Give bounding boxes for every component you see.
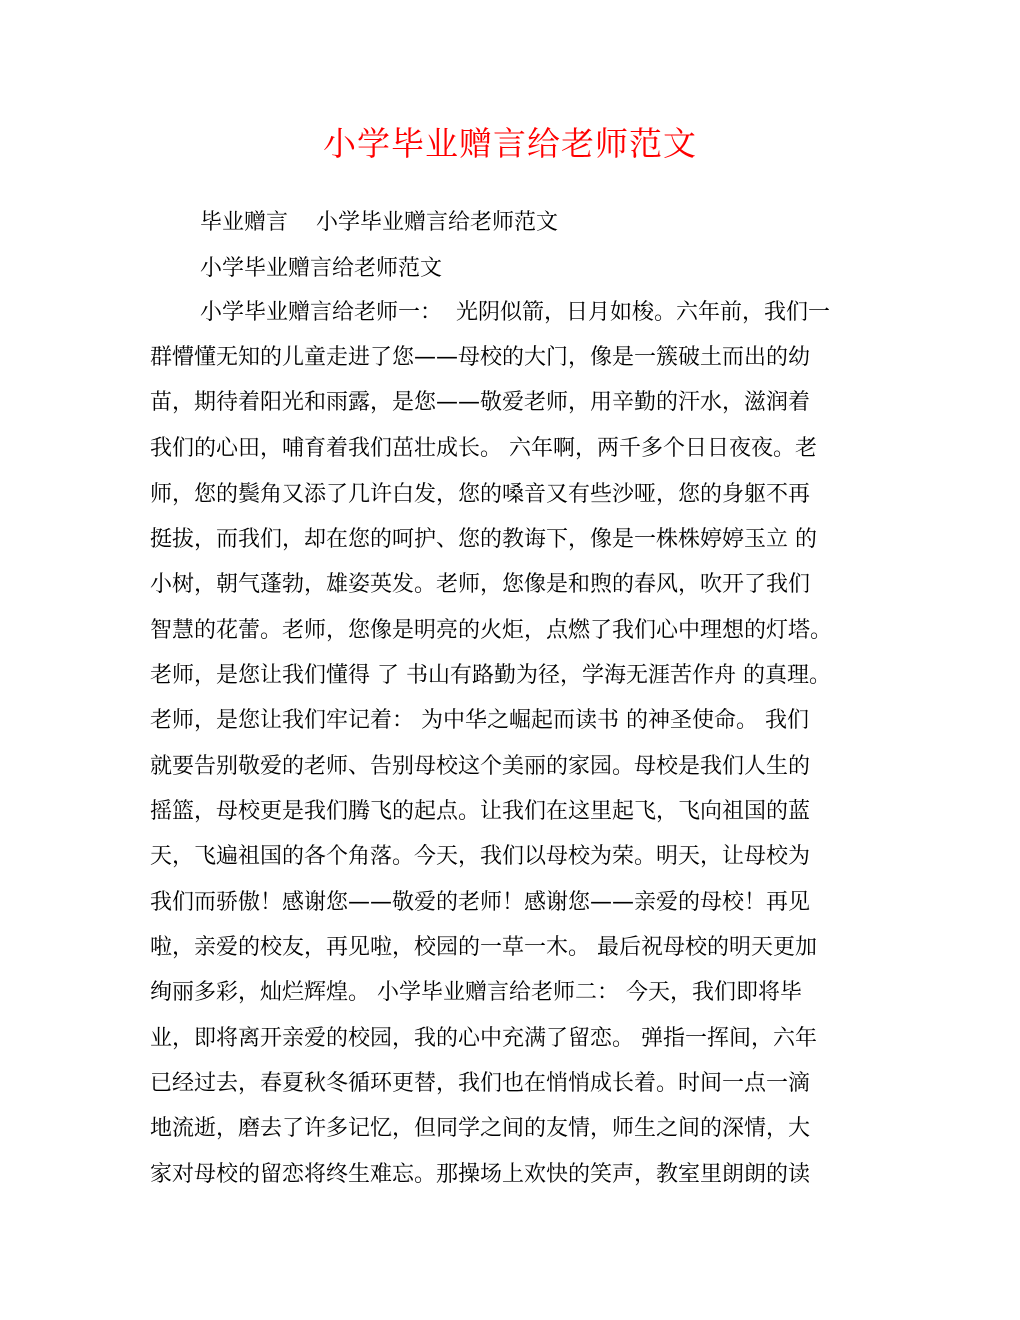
text-line: 苗，期待着阳光和雨露，是您——敬爱老师，用辛勤的汗水，滋润着 bbox=[150, 390, 811, 415]
text-line: 老师，是您让我们懂得 了 书山有路勤为径，学海无涯苦作舟 的真理。 bbox=[150, 663, 831, 688]
text-line: 老师，是您让我们牢记着： 为中华之崛起而读书 的神圣使命。 我们 bbox=[150, 708, 809, 733]
text-line: 我们而骄傲！感谢您——敬爱的老师！感谢您——亲爱的母校！再见 bbox=[150, 890, 811, 915]
text-line: 师，您的鬓角又添了几许白发，您的嗓音又有些沙哑，您的身躯不再 bbox=[150, 482, 811, 507]
text-line: 挺拔，而我们，却在您的呵护、您的教诲下，像是一株株婷婷玉立 的 bbox=[150, 527, 817, 552]
text-line: 天，飞遍祖国的各个角落。今天，我们以母校为荣。明天，让母校为 bbox=[150, 844, 811, 869]
text-line: 群懵懂无知的儿童走进了您——母校的大门，像是一簇破土而出的幼 bbox=[150, 345, 811, 370]
text-line: 小学毕业赠言给老师范文 bbox=[200, 256, 443, 281]
text-line: 啦，亲爱的校友，再见啦，校园的一草一木。 最后祝母校的明天更加 bbox=[150, 935, 817, 960]
document-title: 小学毕业赠言给老师范文 bbox=[323, 124, 697, 163]
text-line: 就要告别敬爱的老师、告别母校这个美丽的家园。母校是我们人生的 bbox=[150, 754, 811, 779]
text-line: 摇篮，母校更是我们腾飞的起点。让我们在这里起飞，飞向祖国的蓝 bbox=[150, 799, 811, 824]
text-line: 绚丽多彩，灿烂辉煌。 小学毕业赠言给老师二： 今天，我们即将毕 bbox=[150, 980, 802, 1005]
text-line: 已经过去，春夏秋冬循环更替，我们也在悄悄成长着。时间一点一滴 bbox=[150, 1071, 811, 1096]
text-line: 毕业赠言 小学毕业赠言给老师范文 bbox=[200, 210, 558, 235]
text-line: 业，即将离开亲爱的校园，我的心中充满了留恋。 弹指一挥间，六年 bbox=[150, 1026, 817, 1051]
text-line: 小学毕业赠言给老师一： 光阴似箭，日月如梭。六年前，我们一 bbox=[200, 300, 830, 325]
text-line: 地流逝，磨去了许多记忆，但同学之间的友情，师生之间的深情，大 bbox=[150, 1116, 811, 1141]
text-line: 我们的心田，哺育着我们茁壮成长。 六年啊，两千多个日日夜夜。老 bbox=[150, 436, 817, 461]
text-line: 小树，朝气蓬勃，雄姿英发。老师，您像是和煦的春风，吹开了我们 bbox=[150, 572, 811, 597]
text-line: 家对母校的留恋将终生难忘。那操场上欢快的笑声，教室里朗朗的读 bbox=[150, 1162, 811, 1187]
text-line: 智慧的花蕾。老师，您像是明亮的火炬，点燃了我们心中理想的灯塔。 bbox=[150, 618, 833, 643]
